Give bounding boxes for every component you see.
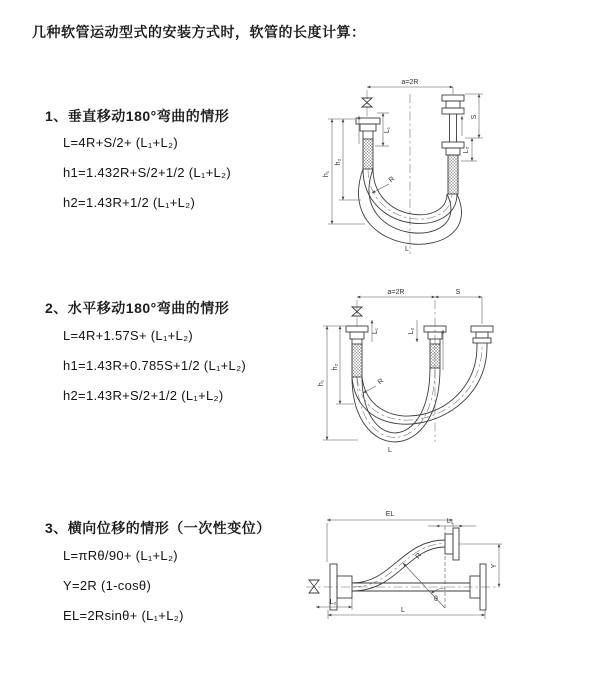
dim-label-h1: h₁ <box>318 379 325 387</box>
dim-label-l2: L₂ <box>408 327 415 335</box>
dim-label-h2: h₂ <box>332 363 339 371</box>
radius-and-angle <box>403 526 445 608</box>
dim-label-L: L <box>401 607 405 614</box>
left-pipe <box>356 118 380 169</box>
dim-label-l1: L₁ <box>446 518 454 525</box>
hose-u-bend-shifted <box>352 346 487 424</box>
section-2-heading: 2、水平移动180°弯曲的情形 <box>45 300 230 316</box>
section-2-formula-h1: h1=1.43R+0.785S+1/2 (L₁+L₂) <box>63 358 247 373</box>
section-1-formula-h1: h1=1.432R+S/2+1/2 (L₁+L₂) <box>63 165 231 180</box>
dim-s <box>465 94 483 138</box>
dim-label-a2r: a=2R <box>401 79 419 86</box>
dim-el <box>327 511 453 562</box>
dim-label-theta: θ <box>434 596 438 603</box>
dim-l2 <box>461 138 477 161</box>
dim-h2 <box>335 119 361 200</box>
left-pipe <box>346 326 368 377</box>
dim-y <box>459 544 502 587</box>
middle-pipe <box>424 326 446 368</box>
dim-l1 <box>428 518 476 526</box>
section-3-heading: 3、横向位移的情形（一次性变位） <box>45 520 271 536</box>
dim-label-r: R <box>376 377 386 387</box>
right-pipe <box>471 326 493 346</box>
dim-s <box>435 289 482 324</box>
dim-label-l2: L₂ <box>463 146 470 154</box>
radius-callout <box>363 378 385 393</box>
diagram-vertical-180-bend <box>315 72 585 262</box>
section-2-formula-h2: h2=1.43R+S/2+1/2 (L₁+L₂) <box>63 388 224 403</box>
dim-label-L: L <box>405 246 409 253</box>
right-pipe <box>442 95 464 194</box>
hose-u-bend-original <box>352 368 440 442</box>
dim-label-h1: h₁ <box>323 170 330 178</box>
dim-label-s: S <box>471 114 478 120</box>
dim-label-L: L <box>388 447 392 454</box>
dim-l2 <box>408 320 417 342</box>
dim-label-l2: L₂ <box>329 599 337 606</box>
section-1-formula-h2: h2=1.43R+1/2 (L₁+L₂) <box>63 195 196 210</box>
centerlines <box>357 300 435 442</box>
dim-L <box>328 607 485 619</box>
upper-right-flange <box>445 528 459 560</box>
dim-label-l1: L₁ <box>384 126 391 134</box>
dim-label-a2r: a=2R <box>387 289 405 296</box>
valve-icon <box>362 98 372 107</box>
section-1-heading: 1、垂直移动180°弯曲的情形 <box>45 108 230 124</box>
valve-icon <box>309 580 319 593</box>
dim-label-r: R <box>414 551 424 561</box>
diagram-lateral-displacement <box>300 500 590 660</box>
page-title: 几种软管运动型式的安装方式时，软管的长度计算： <box>32 24 366 40</box>
dim-label-el: EL <box>385 511 395 518</box>
dim-label-s: S <box>455 289 461 296</box>
dim-label-y: Y <box>491 563 498 569</box>
dim-l2 <box>316 598 352 610</box>
dim-h1 <box>323 119 365 224</box>
diagram-horizontal-180-bend <box>310 282 590 460</box>
section-3-formula-EL: EL=2Rsinθ+ (L₁+L₂) <box>63 608 184 623</box>
dim-label-r: R <box>387 175 397 185</box>
section-3-formula-Y: Y=2R (1-cosθ) <box>63 578 152 593</box>
dim-h2 <box>332 326 354 404</box>
section-3-formula-L: L=πRθ/90+ (L₁+L₂) <box>63 548 178 563</box>
section-1-formula-L: L=4R+S/2+ (L₁+L₂) <box>63 135 178 150</box>
dim-label-h2: h₂ <box>335 158 342 166</box>
dim-l1 <box>372 320 379 342</box>
dim-a2r <box>367 79 453 94</box>
dim-label-l1: L₁ <box>372 327 379 335</box>
dim-a2r <box>357 289 435 297</box>
section-2-formula-L: L=4R+1.57S+ (L₁+L₂) <box>63 328 194 343</box>
